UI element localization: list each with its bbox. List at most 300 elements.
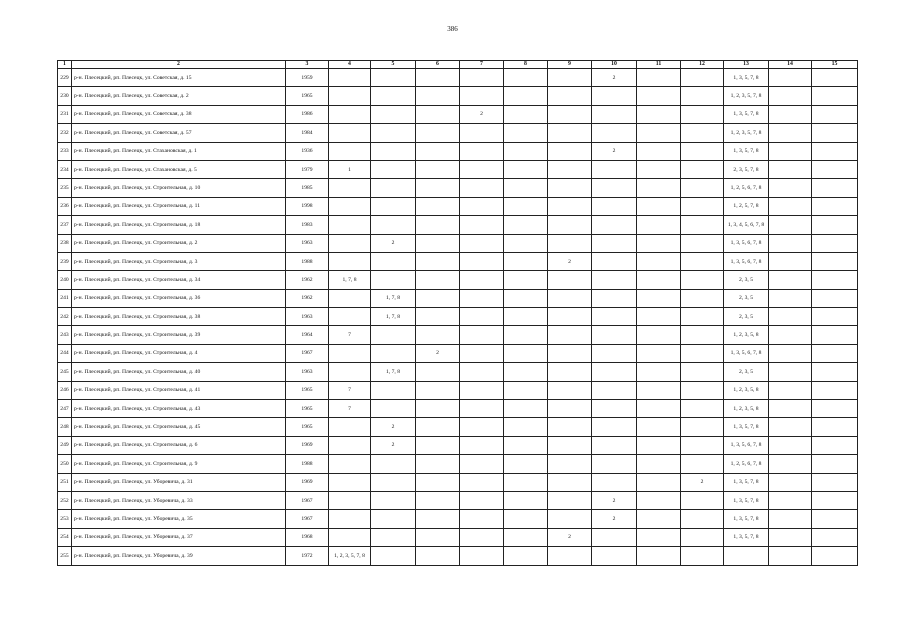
table-cell bbox=[416, 142, 460, 160]
table-cell: 2 bbox=[460, 105, 504, 123]
table-cell bbox=[681, 510, 724, 528]
table-cell bbox=[548, 326, 592, 344]
column-header-14: 14 bbox=[769, 61, 812, 69]
year-cell: 1969 bbox=[286, 473, 329, 491]
table-row bbox=[58, 326, 858, 344]
table-cell: 2 bbox=[592, 142, 637, 160]
column-header-9: 9 bbox=[548, 61, 592, 69]
table-cell bbox=[637, 234, 681, 252]
table-cell bbox=[769, 528, 812, 546]
address-cell: р-н. Плесецкий, рп. Плесецк, ул. Строительная, д. 39 bbox=[72, 326, 286, 344]
address-cell: р-н. Плесецкий, рп. Плесецк, ул. Уборевича, д. 33 bbox=[72, 491, 286, 509]
table-cell bbox=[769, 510, 812, 528]
row-number-cell: 231 bbox=[58, 105, 72, 123]
table-cell bbox=[548, 124, 592, 142]
table-cell bbox=[681, 216, 724, 234]
table-cell: 1, 2, 3, 5, 7, 8 bbox=[724, 87, 769, 105]
table-cell bbox=[460, 234, 504, 252]
table-row bbox=[58, 547, 858, 565]
table-cell: 1, 7, 8 bbox=[371, 289, 416, 307]
table-cell: 2, 3, 5 bbox=[724, 308, 769, 326]
table-cell bbox=[681, 69, 724, 87]
table-cell bbox=[329, 455, 371, 473]
address-cell: р-н. Плесецкий, рп. Плесецк, ул. Строительная, д. 36 bbox=[72, 289, 286, 307]
table-cell bbox=[592, 344, 637, 362]
table-cell bbox=[548, 473, 592, 491]
table-cell bbox=[329, 363, 371, 381]
table-cell bbox=[592, 252, 637, 270]
table-cell bbox=[548, 234, 592, 252]
table-cell bbox=[460, 271, 504, 289]
table-cell bbox=[637, 69, 681, 87]
table-cell bbox=[371, 455, 416, 473]
table-cell bbox=[637, 418, 681, 436]
table-cell bbox=[812, 142, 858, 160]
table-cell bbox=[371, 124, 416, 142]
table-cell bbox=[371, 179, 416, 197]
table-cell bbox=[460, 363, 504, 381]
address-cell: р-н. Плесецкий, рп. Плесецк, ул. Советская, д. 2 bbox=[72, 87, 286, 105]
address-cell: р-н. Плесецкий, рп. Плесецк, ул. Строительная, д. 41 bbox=[72, 381, 286, 399]
column-header-2: 2 bbox=[72, 61, 286, 69]
year-cell: 1967 bbox=[286, 510, 329, 528]
table-cell bbox=[460, 528, 504, 546]
table-cell bbox=[416, 197, 460, 215]
table-cell bbox=[460, 197, 504, 215]
table-cell bbox=[504, 271, 548, 289]
table-cell bbox=[637, 105, 681, 123]
table-cell bbox=[812, 234, 858, 252]
table-cell: 1, 2, 3, 5, 7, 8 bbox=[329, 547, 371, 565]
table-cell bbox=[371, 381, 416, 399]
table-cell bbox=[416, 252, 460, 270]
table-cell: 1, 3, 5, 7, 8 bbox=[724, 510, 769, 528]
table-cell bbox=[329, 528, 371, 546]
table-cell bbox=[460, 418, 504, 436]
table-cell bbox=[812, 160, 858, 178]
table-cell bbox=[812, 69, 858, 87]
table-cell bbox=[371, 326, 416, 344]
column-header-4: 4 bbox=[329, 61, 371, 69]
address-cell: р-н. Плесецкий, рп. Плесецк, ул. Строительная, д. 9 bbox=[72, 455, 286, 473]
table-cell bbox=[371, 528, 416, 546]
row-number-cell: 233 bbox=[58, 142, 72, 160]
table-cell: 2 bbox=[592, 69, 637, 87]
table-cell bbox=[504, 381, 548, 399]
address-cell: р-н. Плесецкий, рп. Плесецк, ул. Уборевича, д. 35 bbox=[72, 510, 286, 528]
table-cell bbox=[681, 87, 724, 105]
table-cell: 1, 2, 3, 5, 7, 8 bbox=[724, 124, 769, 142]
table-cell bbox=[592, 197, 637, 215]
table-cell bbox=[548, 363, 592, 381]
table-row bbox=[58, 344, 858, 362]
table-cell bbox=[548, 87, 592, 105]
column-header-11: 11 bbox=[637, 61, 681, 69]
address-cell: р-н. Плесецкий, рп. Плесецк, ул. Строительная, д. 11 bbox=[72, 197, 286, 215]
row-number-cell: 243 bbox=[58, 326, 72, 344]
table-cell bbox=[592, 326, 637, 344]
address-cell: р-н. Плесецкий, рп. Плесецк, ул. Строительная, д. 34 bbox=[72, 271, 286, 289]
table-cell bbox=[416, 381, 460, 399]
table-cell bbox=[460, 473, 504, 491]
table-cell bbox=[637, 216, 681, 234]
table-cell: 1, 2, 5, 6, 7, 8 bbox=[724, 455, 769, 473]
table-cell: 1, 3, 5, 7, 8 bbox=[724, 69, 769, 87]
row-number-cell: 253 bbox=[58, 510, 72, 528]
table-cell bbox=[548, 436, 592, 454]
table-cell bbox=[637, 455, 681, 473]
table-cell: 7 bbox=[329, 400, 371, 418]
row-number-cell: 252 bbox=[58, 491, 72, 509]
table-cell: 1 bbox=[329, 160, 371, 178]
table-cell bbox=[812, 491, 858, 509]
table-cell bbox=[416, 510, 460, 528]
table-cell bbox=[637, 197, 681, 215]
address-cell: р-н. Плесецкий, рп. Плесецк, ул. Строительная, д. 40 bbox=[72, 363, 286, 381]
column-header-1: 1 bbox=[58, 61, 72, 69]
table-cell bbox=[681, 418, 724, 436]
table-cell bbox=[504, 473, 548, 491]
table-cell bbox=[416, 87, 460, 105]
column-header-15: 15 bbox=[812, 61, 858, 69]
table-cell bbox=[769, 69, 812, 87]
table-cell bbox=[681, 271, 724, 289]
row-number-cell: 237 bbox=[58, 216, 72, 234]
table-cell bbox=[592, 234, 637, 252]
table-cell bbox=[769, 455, 812, 473]
table-cell bbox=[329, 344, 371, 362]
table-cell bbox=[637, 179, 681, 197]
table-cell bbox=[329, 510, 371, 528]
table-cell bbox=[769, 87, 812, 105]
table-cell bbox=[329, 308, 371, 326]
address-cell: р-н. Плесецкий, рп. Плесецк, ул. Советская, д. 15 bbox=[72, 69, 286, 87]
table-row bbox=[58, 473, 858, 491]
table-cell bbox=[329, 418, 371, 436]
table-row bbox=[58, 160, 858, 178]
table-cell bbox=[460, 510, 504, 528]
table-cell bbox=[416, 326, 460, 344]
table-cell bbox=[416, 547, 460, 565]
table-cell bbox=[769, 160, 812, 178]
address-cell: р-н. Плесецкий, рп. Плесецк, ул. Уборевича, д. 37 bbox=[72, 528, 286, 546]
column-header-8: 8 bbox=[504, 61, 548, 69]
table-cell bbox=[548, 400, 592, 418]
table-cell bbox=[637, 142, 681, 160]
table-cell bbox=[416, 528, 460, 546]
table-cell: 2 bbox=[548, 528, 592, 546]
table-cell bbox=[812, 197, 858, 215]
table-cell bbox=[769, 271, 812, 289]
table-cell bbox=[460, 252, 504, 270]
table-cell: 2, 3, 5, 7, 8 bbox=[724, 160, 769, 178]
table-cell bbox=[681, 381, 724, 399]
row-number-cell: 248 bbox=[58, 418, 72, 436]
table-cell bbox=[592, 105, 637, 123]
table-cell bbox=[460, 547, 504, 565]
table-cell bbox=[548, 418, 592, 436]
year-cell: 1969 bbox=[286, 436, 329, 454]
table-cell bbox=[681, 124, 724, 142]
table-cell bbox=[812, 381, 858, 399]
address-cell: р-н. Плесецкий, рп. Плесецк, ул. Строительная, д. 45 bbox=[72, 418, 286, 436]
table-cell: 1, 7, 8 bbox=[371, 308, 416, 326]
table-cell bbox=[460, 491, 504, 509]
table-cell bbox=[371, 197, 416, 215]
table-cell bbox=[637, 510, 681, 528]
table-cell bbox=[504, 344, 548, 362]
table-cell bbox=[371, 344, 416, 362]
table-cell bbox=[812, 400, 858, 418]
row-number-cell: 235 bbox=[58, 179, 72, 197]
table-cell bbox=[812, 418, 858, 436]
table-cell: 1, 3, 5, 7, 8 bbox=[724, 418, 769, 436]
row-number-cell: 229 bbox=[58, 69, 72, 87]
table-cell bbox=[416, 436, 460, 454]
table-cell bbox=[769, 234, 812, 252]
table-cell bbox=[504, 436, 548, 454]
table-row bbox=[58, 142, 858, 160]
table-cell bbox=[637, 289, 681, 307]
table-cell bbox=[812, 510, 858, 528]
table-cell bbox=[637, 326, 681, 344]
row-number-cell: 242 bbox=[58, 308, 72, 326]
table-cell: 1, 7, 8 bbox=[371, 363, 416, 381]
table-cell bbox=[548, 216, 592, 234]
table-cell bbox=[769, 308, 812, 326]
table-cell bbox=[416, 455, 460, 473]
table-cell bbox=[812, 547, 858, 565]
table-cell bbox=[504, 216, 548, 234]
table-cell bbox=[681, 455, 724, 473]
table-cell bbox=[769, 363, 812, 381]
table-cell bbox=[416, 124, 460, 142]
year-cell: 1965 bbox=[286, 87, 329, 105]
table-cell bbox=[371, 271, 416, 289]
table-cell bbox=[329, 105, 371, 123]
table-cell bbox=[592, 400, 637, 418]
table-cell bbox=[504, 124, 548, 142]
table-cell bbox=[504, 69, 548, 87]
table-cell bbox=[548, 179, 592, 197]
table-cell bbox=[460, 289, 504, 307]
table-cell bbox=[769, 179, 812, 197]
table-cell bbox=[504, 289, 548, 307]
table-row bbox=[58, 289, 858, 307]
table-row bbox=[58, 381, 858, 399]
table-cell bbox=[329, 289, 371, 307]
year-cell: 1972 bbox=[286, 547, 329, 565]
table-cell bbox=[592, 216, 637, 234]
row-number-cell: 236 bbox=[58, 197, 72, 215]
table-cell bbox=[548, 455, 592, 473]
table-cell bbox=[592, 436, 637, 454]
table-cell: 1, 2, 5, 7, 8 bbox=[724, 197, 769, 215]
row-number-cell: 239 bbox=[58, 252, 72, 270]
table-cell bbox=[371, 510, 416, 528]
year-cell: 1988 bbox=[286, 455, 329, 473]
table-row bbox=[58, 234, 858, 252]
table-cell bbox=[681, 105, 724, 123]
table-cell bbox=[681, 547, 724, 565]
table-cell bbox=[769, 400, 812, 418]
row-number-cell: 246 bbox=[58, 381, 72, 399]
table-row bbox=[58, 271, 858, 289]
table-cell bbox=[504, 179, 548, 197]
table-cell bbox=[371, 252, 416, 270]
table-cell bbox=[548, 308, 592, 326]
table-header bbox=[58, 61, 858, 69]
table-cell bbox=[371, 142, 416, 160]
table-row bbox=[58, 455, 858, 473]
table-cell bbox=[592, 179, 637, 197]
table-cell bbox=[637, 547, 681, 565]
table-cell bbox=[371, 105, 416, 123]
table-cell bbox=[592, 473, 637, 491]
table-cell bbox=[812, 124, 858, 142]
table-cell bbox=[371, 491, 416, 509]
table-cell bbox=[416, 69, 460, 87]
row-number-cell: 254 bbox=[58, 528, 72, 546]
table-cell bbox=[592, 455, 637, 473]
table-cell bbox=[416, 473, 460, 491]
table-cell bbox=[681, 363, 724, 381]
table-cell bbox=[504, 547, 548, 565]
year-cell: 1965 bbox=[286, 381, 329, 399]
table-body bbox=[58, 69, 858, 566]
table-cell bbox=[681, 491, 724, 509]
table-cell bbox=[548, 197, 592, 215]
table-cell bbox=[504, 87, 548, 105]
table-cell bbox=[548, 381, 592, 399]
table-cell bbox=[548, 547, 592, 565]
table-cell bbox=[329, 234, 371, 252]
year-cell: 1968 bbox=[286, 528, 329, 546]
address-cell: р-н. Плесецкий, рп. Плесецк, ул. Уборевича, д. 39 bbox=[72, 547, 286, 565]
address-cell: р-н. Плесецкий, рп. Плесецк, ул. Уборевича, д. 31 bbox=[72, 473, 286, 491]
table-cell: 1, 3, 5, 7, 8 bbox=[724, 105, 769, 123]
table-cell bbox=[769, 252, 812, 270]
table-cell bbox=[460, 69, 504, 87]
table-cell bbox=[681, 344, 724, 362]
table-cell bbox=[504, 418, 548, 436]
table-cell: 2, 3, 5 bbox=[724, 289, 769, 307]
table-cell bbox=[812, 455, 858, 473]
table-cell bbox=[812, 105, 858, 123]
table-cell: 1, 3, 5, 7, 8 bbox=[724, 142, 769, 160]
table-cell: 1, 3, 5, 6, 7, 8 bbox=[724, 344, 769, 362]
table-row bbox=[58, 400, 858, 418]
table-cell bbox=[637, 344, 681, 362]
table-cell bbox=[681, 436, 724, 454]
row-number-cell: 240 bbox=[58, 271, 72, 289]
table-cell bbox=[329, 473, 371, 491]
table-cell bbox=[548, 160, 592, 178]
year-cell: 1963 bbox=[286, 363, 329, 381]
year-cell: 1965 bbox=[286, 418, 329, 436]
table-cell bbox=[769, 142, 812, 160]
table-row bbox=[58, 363, 858, 381]
table-cell bbox=[769, 105, 812, 123]
table-cell bbox=[812, 289, 858, 307]
table-cell bbox=[504, 400, 548, 418]
table-cell bbox=[769, 344, 812, 362]
table-cell bbox=[504, 510, 548, 528]
table-cell bbox=[548, 271, 592, 289]
column-header-5: 5 bbox=[371, 61, 416, 69]
table-cell bbox=[592, 528, 637, 546]
table-cell bbox=[769, 124, 812, 142]
table-cell bbox=[416, 234, 460, 252]
row-number-cell: 245 bbox=[58, 363, 72, 381]
table-cell bbox=[329, 491, 371, 509]
table-cell bbox=[504, 528, 548, 546]
table-cell bbox=[812, 326, 858, 344]
year-cell: 1963 bbox=[286, 234, 329, 252]
table-cell bbox=[329, 216, 371, 234]
table-cell bbox=[416, 400, 460, 418]
table-cell bbox=[681, 400, 724, 418]
table-cell bbox=[724, 547, 769, 565]
year-cell: 1986 bbox=[286, 105, 329, 123]
table-cell bbox=[460, 308, 504, 326]
table-cell bbox=[329, 87, 371, 105]
table-cell: 2 bbox=[592, 510, 637, 528]
table-cell bbox=[592, 381, 637, 399]
table-cell bbox=[548, 289, 592, 307]
row-number-cell: 251 bbox=[58, 473, 72, 491]
year-cell: 1979 bbox=[286, 160, 329, 178]
table-cell bbox=[681, 234, 724, 252]
table-cell bbox=[812, 436, 858, 454]
table-cell bbox=[681, 160, 724, 178]
year-cell: 1965 bbox=[286, 400, 329, 418]
table-cell bbox=[812, 252, 858, 270]
table-row bbox=[58, 87, 858, 105]
year-cell: 1962 bbox=[286, 289, 329, 307]
table-cell bbox=[329, 124, 371, 142]
row-number-cell: 247 bbox=[58, 400, 72, 418]
address-cell: р-н. Плесецкий, рп. Плесецк, ул. Советская, д. 38 bbox=[72, 105, 286, 123]
table-cell bbox=[416, 179, 460, 197]
table-cell bbox=[329, 252, 371, 270]
table-cell bbox=[416, 289, 460, 307]
year-cell: 1967 bbox=[286, 491, 329, 509]
year-cell: 1998 bbox=[286, 197, 329, 215]
table-cell bbox=[371, 160, 416, 178]
table-cell bbox=[460, 436, 504, 454]
table-cell: 2, 3, 5 bbox=[724, 363, 769, 381]
table-cell bbox=[637, 87, 681, 105]
year-cell: 1964 bbox=[286, 326, 329, 344]
table-cell: 1, 2, 3, 5, 8 bbox=[724, 326, 769, 344]
table-row bbox=[58, 436, 858, 454]
table-cell: 2 bbox=[371, 418, 416, 436]
table-cell bbox=[371, 216, 416, 234]
table-cell bbox=[460, 87, 504, 105]
table-cell bbox=[812, 528, 858, 546]
address-cell: р-н. Плесецкий, рп. Плесецк, ул. Советская, д. 57 bbox=[72, 124, 286, 142]
address-cell: р-н. Плесецкий, рп. Плесецк, ул. Строительная, д. 38 bbox=[72, 308, 286, 326]
table-cell bbox=[504, 197, 548, 215]
row-number-cell: 230 bbox=[58, 87, 72, 105]
table-cell bbox=[416, 160, 460, 178]
table-cell: 1, 2, 3, 5, 8 bbox=[724, 381, 769, 399]
table-cell bbox=[812, 344, 858, 362]
table-cell bbox=[637, 363, 681, 381]
address-cell: р-н. Плесецкий, рп. Плесецк, ул. Строительная, д. 2 bbox=[72, 234, 286, 252]
table-cell bbox=[460, 179, 504, 197]
